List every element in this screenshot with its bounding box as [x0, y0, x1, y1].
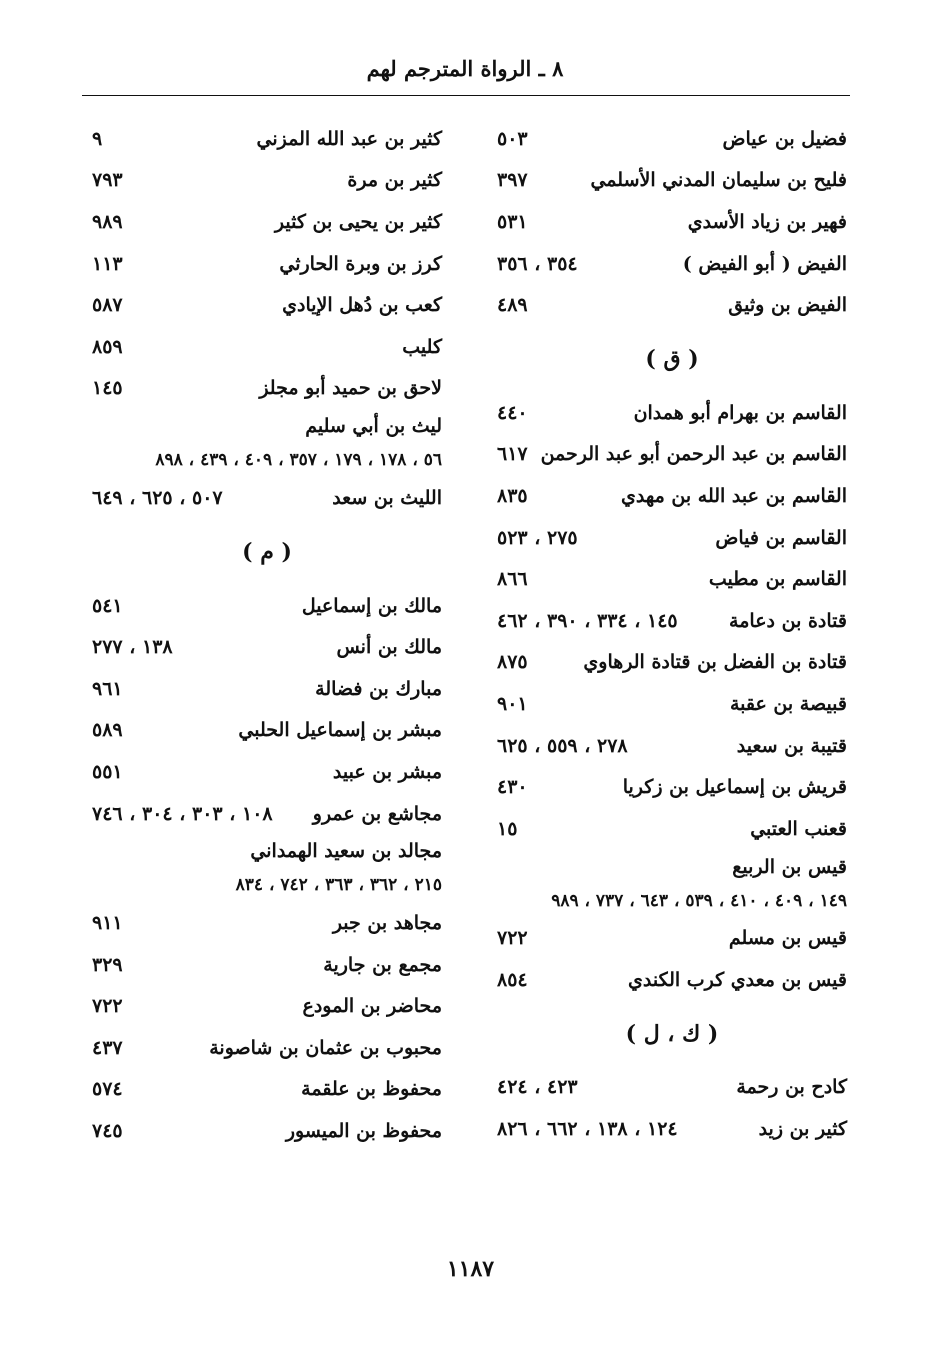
index-entry-name: مالك بن أنس — [336, 636, 442, 659]
index-entry-name: القاسم بن عبد الله بن مهدي — [621, 484, 847, 507]
index-entry-pages: ٣٥٤ ، ٣٥٦ — [497, 252, 578, 275]
index-entry-pages: ٦١٧ — [497, 443, 528, 466]
index-entry-pages: ٥٠٧ ، ٦٢٥ ، ٦٤٩ — [92, 486, 223, 509]
index-entry-pages: ١٤٩ ، ٤٠٩ ، ٤١٠ ، ٥٣٩ ، ٦٤٣ ، ٧٣٧ ، ٩٨٩ — [551, 890, 847, 911]
right-column — [497, 118, 847, 1150]
index-entry-pages: ١٣٨ ، ٢٧٧ — [92, 636, 173, 659]
index-entry-name: قريش بن إسماعيل بن زكريا — [622, 776, 847, 799]
index-entry-pages: ٧٩٣ — [92, 169, 123, 192]
header-rule — [82, 95, 850, 96]
index-entry — [497, 558, 847, 600]
index-entry-name: مجاهد بن جبر — [332, 912, 442, 935]
page-number: ١١٨٧ — [446, 1256, 495, 1282]
index-entry-pages: ٩ — [92, 127, 103, 150]
index-entry-pages: ٢٧٨ ، ٥٥٩ ، ٦٢٥ — [497, 734, 628, 757]
index-entry-name: محفوظ بن الميسور — [285, 1120, 442, 1143]
index-entry — [92, 1027, 442, 1069]
index-entry-pages: ٤٣٧ — [92, 1036, 123, 1059]
index-entry-name: كثير بن عبد الله المزني — [256, 127, 442, 150]
index-entry — [92, 710, 442, 752]
index-entry-pages: ٧٢٢ — [497, 927, 528, 950]
index-entry-name: فهير بن زياد الأسدي — [687, 210, 847, 233]
index-entry-pages: ١١٣ — [92, 252, 123, 275]
index-entry — [92, 118, 442, 160]
index-entry-name: قيس بن مسلم — [728, 927, 847, 950]
index-entry-name: الفيض ( أبو الفيض ) — [682, 252, 847, 275]
index-entry-pages: ٥٨٧ — [92, 294, 123, 317]
index-entry-name: القاسم بن بهرام أبو همدان — [633, 401, 847, 424]
index-entry-name: مبشر بن عبيد — [332, 760, 442, 783]
index-entry-pages: ٥٧٤ — [92, 1078, 123, 1101]
index-entry-pages: ٢١٥ ، ٣٦٢ ، ٣٦٣ ، ٧٤٢ ، ٨٣٤ — [235, 875, 442, 896]
index-entry — [92, 326, 442, 368]
index-entry — [92, 477, 442, 519]
index-entry-pages: ٨٣٥ — [497, 484, 528, 507]
index-entry-pages: ٩٠١ — [497, 692, 528, 715]
index-entry — [92, 902, 442, 944]
index-entry-name: قعنب العتبي — [750, 817, 847, 840]
index-entry — [497, 918, 847, 960]
index-entry — [497, 160, 847, 202]
index-entry — [497, 118, 847, 160]
index-entry — [497, 808, 847, 850]
index-entry-name: الفيض بن وثيق — [728, 294, 847, 317]
index-entry — [92, 201, 442, 243]
index-entry — [497, 1108, 847, 1150]
index-entry-pages: ٩١١ — [92, 912, 123, 935]
index-entry-pages: ١٥ — [497, 817, 518, 840]
index-entry-pages: ٤٢٣ ، ٤٢٤ — [497, 1076, 578, 1099]
index-entry — [497, 725, 847, 767]
index-entry-name: قبيصة بن عقبة — [729, 692, 847, 715]
index-entry-pages: ٤٣٠ — [497, 776, 528, 799]
section-letter: ( ق ) — [645, 345, 699, 372]
index-entry-pages: ٧٤٥ — [92, 1120, 123, 1143]
index-entry-pages: ٤٤٠ — [497, 401, 528, 424]
index-entry — [92, 368, 442, 410]
index-entry-name: القاسم بن مطيب — [708, 568, 847, 591]
index-entry-name: مبارك بن فضالة — [315, 677, 442, 700]
index-entry — [497, 1067, 847, 1109]
index-entry-name: القاسم بن عبد الرحمن أبو عبد الرحمن — [540, 443, 847, 466]
index-entry-name: الليث بن سعد — [332, 486, 442, 509]
index-entry-name: مبشر بن إسماعيل الحلبي — [238, 719, 442, 742]
index-entry — [92, 626, 442, 668]
index-entry-name: القاسم بن فياض — [715, 526, 847, 549]
page-header: ٨ ـ الرواة المترجم لهم — [366, 56, 564, 81]
index-entry — [92, 284, 442, 326]
index-entry-name: محبوب بن عثمان بن شاصونة — [209, 1036, 442, 1059]
index-entry — [497, 517, 847, 559]
index-entry-pages: ٩٨٩ — [92, 210, 123, 233]
index-entry-pages: ٨٥٩ — [92, 335, 123, 358]
index-entry-name: قتادة بن الفضل بن قتادة الرهاوي — [583, 651, 847, 674]
index-entry-pages: ٣٢٩ — [92, 953, 123, 976]
index-entry-name: محاضر بن المودع — [302, 995, 442, 1018]
index-entry — [497, 392, 847, 434]
index-entry-name: فليح بن سليمان المدني الأسلمي — [590, 169, 847, 192]
index-entry-name: قتيبة بن سعيد — [736, 734, 847, 757]
index-entry-name: كثير بن مرة — [347, 169, 442, 192]
index-entry — [497, 959, 847, 1001]
index-entry-pages: ٥٤١ — [92, 594, 123, 617]
index-entry-name: مجمع بن جارية — [323, 953, 442, 976]
index-entry — [92, 668, 442, 710]
index-entry-pages: ٣٩٧ — [497, 169, 528, 192]
index-entry — [497, 243, 847, 285]
index-entry-pages: ٥٨٩ — [92, 719, 123, 742]
index-entry-pages: ١٠٨ ، ٣٠٣ ، ٣٠٤ ، ٧٤٦ — [92, 802, 273, 825]
index-entry-pages: ٥٠٣ — [497, 127, 528, 150]
index-entry-name: كثير بن زيد — [758, 1118, 847, 1141]
index-entry — [92, 793, 442, 835]
index-entry — [497, 475, 847, 517]
section-letter: ( م ) — [242, 538, 292, 565]
index-entry-name: كليب — [402, 335, 442, 358]
index-entry-pages: ٨٦٦ — [497, 568, 528, 591]
index-entry-pages: ١٤٥ ، ٣٣٤ ، ٣٩٠ ، ٤٦٢ — [497, 609, 678, 632]
index-entry — [497, 683, 847, 725]
index-entry — [497, 434, 847, 476]
index-entry-pages: ٤٨٩ — [497, 294, 528, 317]
index-entry — [92, 751, 442, 793]
index-entry — [92, 986, 442, 1028]
index-entry-pages: ١٤٥ — [92, 377, 123, 400]
left-column — [92, 118, 442, 1152]
index-entry — [92, 1069, 442, 1111]
index-entry-pages: ٢٧٥ ، ٥٢٣ — [497, 526, 578, 549]
index-entry-pages: ٥٦ ، ١٧٨ ، ١٧٩ ، ٣٥٧ ، ٤٠٩ ، ٤٣٩ ، ٨٩٨ — [155, 450, 442, 471]
index-entry — [92, 1110, 442, 1152]
index-entry-pages: ٩٦١ — [92, 677, 123, 700]
index-entry — [497, 766, 847, 808]
index-entry-pages: ٨٥٤ — [497, 968, 528, 991]
index-entry-name: كثير بن يحيى بن كثير — [274, 210, 442, 233]
index-entry — [497, 642, 847, 684]
index-entry-name: ليث بن أبي سليم — [305, 415, 442, 438]
index-entry — [92, 243, 442, 285]
index-entry-name: كعب بن دُهل الإيادي — [282, 294, 442, 317]
index-entry — [92, 585, 442, 627]
index-entry-pages: ٥٣١ — [497, 210, 528, 233]
index-entry-name: كرز بن وبرة الحارثي — [279, 252, 442, 275]
index-entry-name: قيس بن الربيع — [732, 855, 847, 878]
index-entry — [497, 284, 847, 326]
index-entry-name: قتادة بن دعامة — [729, 609, 847, 632]
index-entry-name: مجاشع بن عمرو — [312, 802, 442, 825]
index-entry — [92, 944, 442, 986]
index-entry-pages: ٥٥١ — [92, 760, 123, 783]
index-entry-name: مالك بن إسماعيل — [301, 594, 442, 617]
index-entry-name: مجالد بن سعيد الهمداني — [250, 840, 442, 863]
index-entry — [92, 160, 442, 202]
index-entry-pages: ٨٧٥ — [497, 651, 528, 674]
index-entry — [497, 600, 847, 642]
index-entry-pages: ٧٢٢ — [92, 995, 123, 1018]
index-entry-name: فضيل بن عياض — [722, 127, 847, 150]
section-letter: ( ك ، ل ) — [625, 1020, 719, 1047]
index-entry — [497, 201, 847, 243]
index-entry-pages: ١٢٤ ، ١٣٨ ، ٦٦٢ ، ٨٢٦ — [497, 1118, 678, 1141]
index-entry-name: كادح بن رحمة — [736, 1076, 847, 1099]
index-entry-name: قيس بن معدي كرب الكندي — [628, 968, 847, 991]
index-entry-name: لاحق بن حميد أبو مجلز — [259, 377, 442, 400]
index-entry-name: محفوظ بن علقمة — [301, 1078, 442, 1101]
